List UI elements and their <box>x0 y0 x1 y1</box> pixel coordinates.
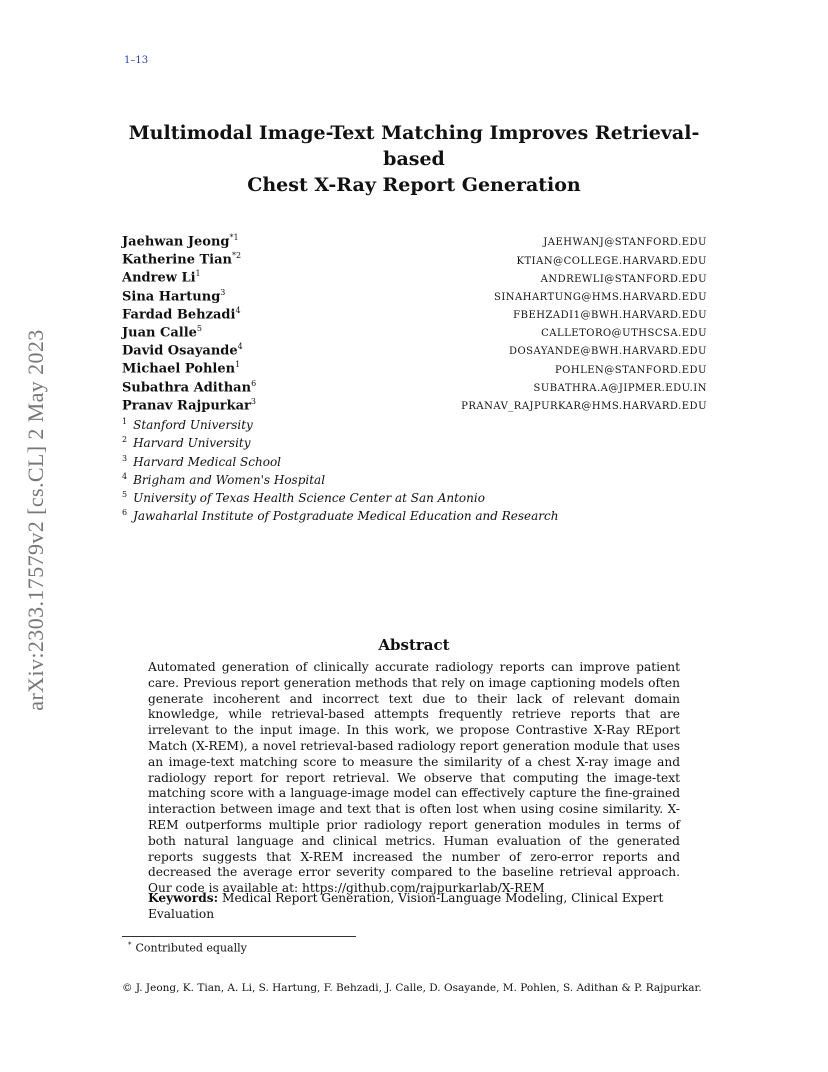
author-email[interactable]: CALLETORO@UTHSCSA.EDU <box>541 328 707 340</box>
author-list <box>122 233 707 415</box>
author-name: Pranav Rajpurkar <box>122 398 251 414</box>
author-row <box>122 233 707 251</box>
author-affil-mark: *1 <box>229 233 239 242</box>
author-affil-mark: 5 <box>196 323 203 333</box>
affiliation-number: 6 <box>122 508 128 518</box>
footnote-text: Contributed equally <box>135 941 247 955</box>
affiliation <box>122 472 559 490</box>
author-name: David Osayande <box>122 343 238 359</box>
abstract-body: Automated generation of clinically accurate radiology reports can improve patient care. Previous report generation methods that rely on image captioning models often generate incoherent and incorrect text due to their lack of relevant domain knowledge, while retrieval-based attempts frequently retrieve reports that are irrelevant to the input image. In this work, we propose Contrastive X-Ray REport Match (X-REM), a novel retrieval-based radiology report generation module that uses an image-text matching score to measure the similarity of a chest X-ray image and radiology report for report retrieval. We observe that computing the image-text matching score with a language-image model can effectively capture the fine-grained interaction between image and text that is often lost when using cosine similarity. X-REM outperforms multiple prior radiology report generation modules in terms of both natural language and clinical metrics. Human evaluation of the generated reports suggests that X-REM increased the number of zero-error reports and decreased the average error severity compared to the baseline retrieval approach. Our code is available at: https://github.com/rajpurkarlab/X-REM <box>148 660 680 896</box>
author-email[interactable]: PRANAV_RAJPURKAR@HMS.HARVARD.EDU <box>461 401 707 413</box>
paper-title <box>100 120 728 198</box>
affiliation-number: 2 <box>122 435 128 445</box>
affiliation-number: 5 <box>122 490 128 500</box>
affiliation-name: Brigham and Women's Hospital <box>133 472 326 487</box>
arxiv-stamp-text: arXiv:2303.17579v2 [cs.CL] 2 May 2023 <box>23 329 48 711</box>
author-row <box>122 306 707 324</box>
footnote <box>128 941 247 955</box>
author-affil-mark: 3 <box>220 287 226 297</box>
author-affil-mark: 3 <box>250 396 256 406</box>
author-email[interactable]: FBEHZADI1@BWH.HARVARD.EDU <box>513 310 707 322</box>
author-affil-mark: *2 <box>231 251 242 261</box>
author-row <box>122 269 707 287</box>
affiliation-name: University of Texas Health Science Center at San Antonio <box>133 491 485 506</box>
page-range: 1–13 <box>124 55 149 66</box>
author-name: Andrew Li <box>122 270 196 286</box>
affiliation-name: Jawaharlal Institute of Postgraduate Medical Education and Research <box>133 509 559 524</box>
author-email[interactable]: SUBATHRA.A@JIPMER.EDU.IN <box>533 382 707 394</box>
author-name: Fardad Behzadi <box>122 307 236 323</box>
affiliation-list <box>122 417 559 527</box>
arxiv-stamp <box>0 0 60 1072</box>
author-row <box>122 379 707 397</box>
affiliation-number: 1 <box>122 417 128 426</box>
footnote-mark: * <box>128 941 132 949</box>
author-email[interactable]: ANDREWLI@STANFORD.EDU <box>540 273 707 285</box>
author-email[interactable]: SINAHARTUNG@HMS.HARVARD.EDU <box>493 291 707 303</box>
author-name: Michael Pohlen <box>122 361 236 377</box>
author-row <box>122 324 707 342</box>
paper-title-line-2: Chest X-Ray Report Generation <box>247 174 581 196</box>
author-affil-mark: 6 <box>251 378 257 388</box>
keywords <box>148 891 680 923</box>
author-affil-mark: 1 <box>195 269 201 279</box>
author-row <box>122 397 707 415</box>
author-name: Jaehwan Jeong <box>122 234 230 250</box>
author-affil-mark: 4 <box>235 305 241 315</box>
affiliation <box>122 435 559 453</box>
keywords-label: Keywords: <box>148 891 219 905</box>
copyright-line: © J. Jeong, K. Tian, A. Li, S. Hartung, F. Behzadi, J. Calle, D. Osayande, M. Pohlen, S. Adithan & P. Rajpurkar. <box>122 982 702 994</box>
affiliation <box>122 490 559 508</box>
affiliation-name: Harvard University <box>133 436 251 451</box>
author-name: Katherine Tian <box>122 252 232 268</box>
affiliation-name: Harvard Medical School <box>133 454 282 469</box>
author-name: Sina Hartung <box>122 288 221 304</box>
affiliation-number: 4 <box>122 471 128 481</box>
affiliation <box>122 454 559 472</box>
author-row <box>122 288 707 306</box>
author-affil-mark: 4 <box>237 342 243 352</box>
author-affil-mark: 1 <box>235 360 241 370</box>
author-name: Subathra Adithan <box>122 379 252 395</box>
paper-title-line-1: Multimodal Image-Text Matching Improves Retrieval-based <box>128 122 700 170</box>
footnote-divider <box>122 936 356 937</box>
affiliation <box>122 508 559 526</box>
affiliation <box>122 417 559 435</box>
author-row <box>122 360 707 378</box>
author-email[interactable]: POHLEN@STANFORD.EDU <box>554 364 707 376</box>
affiliation-name: Stanford University <box>133 418 253 432</box>
keywords-text: Medical Report Generation, Vision-Language Modeling, Clinical Expert Evaluation <box>148 891 664 921</box>
author-name: Juan Calle <box>122 325 197 341</box>
affiliation-number: 3 <box>122 453 128 463</box>
author-row <box>122 342 707 360</box>
author-email[interactable]: JAEHWANJ@STANFORD.EDU <box>543 237 707 249</box>
abstract-heading: Abstract <box>378 636 450 654</box>
author-email[interactable]: DOSAYANDE@BWH.HARVARD.EDU <box>508 346 707 358</box>
author-row <box>122 251 707 269</box>
author-email[interactable]: KTIAN@COLLEGE.HARVARD.EDU <box>516 255 707 267</box>
